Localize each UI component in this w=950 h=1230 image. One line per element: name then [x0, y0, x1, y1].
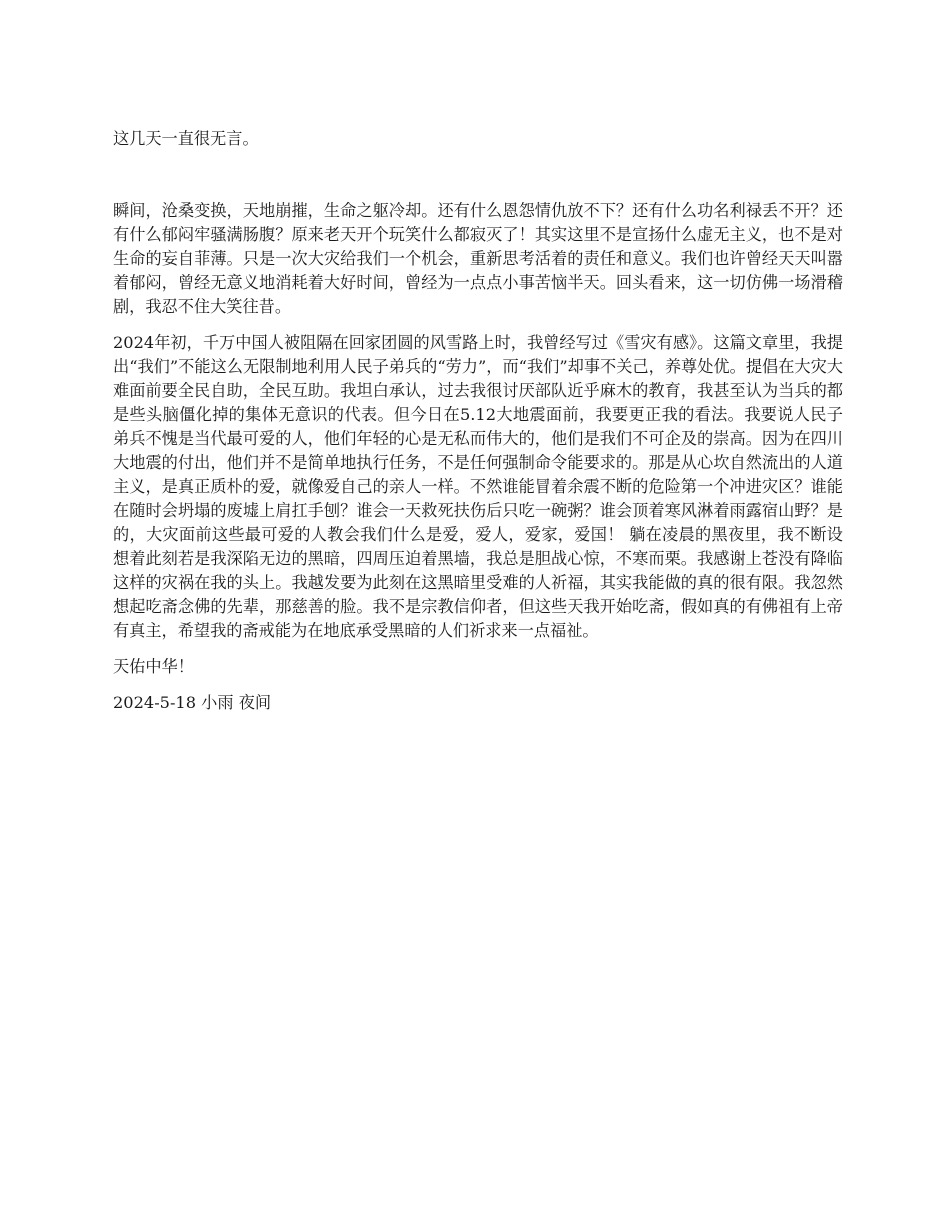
- paragraph-blessing: 天佑中华！: [113, 657, 194, 676]
- document-body: [113, 127, 843, 727]
- opening-line: 这几天一直很无言。: [113, 129, 259, 148]
- paragraph-main: 2024年初，千万中国人被阻隔在回家团圆的风雪路上时，我曾经写过《雪灾有感》。这篇文章里，我提出“我们”不能这么无限制地利用人民子弟兵的“劳力”，而“我们”却事不关己，养尊处优。提倡在大灾大难面前要全民自助，全民互助。我坦白承认，过去我很讨厌部队近乎麻木的教育，我甚至认为当兵的都是些头脑僵化掉的集体无意识的代表。但今日在5.12大地震面前，我要更正我的看法。我要说人民子弟兵不愧是当代最可爱的人，他们年轻的心是无私而伟大的，他们是我们不可企及的崇高。因为在四川大地震的付出，他们并不是简单地执行任务，不是任何强制命令能要求的。那是从心坎自然流出的人道主义，是真正质朴的爱，就像爱自己的亲人一样。不然谁能冒着余震不断的危险第一个冲进灾区？谁能在随时会坍塌的废墟上肩扛手刨？谁会一天救死扶伤后只吃一碗粥？谁会顶着寒风淋着雨露宿山野？是的，大灾面前这些最可爱的人教会我们什么是爱，爱人，爱家，爱国！ 躺在凌晨的黑夜里，我不断设想着此刻若是我深陷无边的黑暗，四周压迫着黑墙，我总是胆战心惊，不寒而栗。我感谢上苍没有降临这样的灾祸在我的头上。我越发要为此刻在这黑暗里受难的人祈福，其实我能做的真的很有限。我忽然想起吃斋念佛的先辈，那慈善的脸。我不是宗教信仰者，但这些天我开始吃斋，假如真的有佛祖有上帝有真主，希望我的斋戒能为在地底承受黑暗的人们祈求来一点福祉。: [113, 333, 843, 640]
- signature-date: 2024-5-18 小雨 夜间: [113, 693, 272, 712]
- paragraph-reflection: 瞬间，沧桑变换，天地崩摧，生命之躯冷却。还有什么恩怨情仇放不下？还有什么功名利禄丢不开？还有什么郁闷牢骚满肠腹？原来老天开个玩笑什么都寂灭了！其实这里不是宣扬什么虚无主义，也不是对生命的妄自菲薄。只是一次大灾给我们一个机会，重新思考活着的责任和意义。我们也许曾经天天叫嚣着郁闷，曾经无意义地消耗着大好时间，曾经为一点点小事苦恼半天。回头看来，这一切仿佛一场滑稽剧，我忍不住大笑往昔。: [113, 201, 843, 316]
- blank-gap: [113, 151, 843, 199]
